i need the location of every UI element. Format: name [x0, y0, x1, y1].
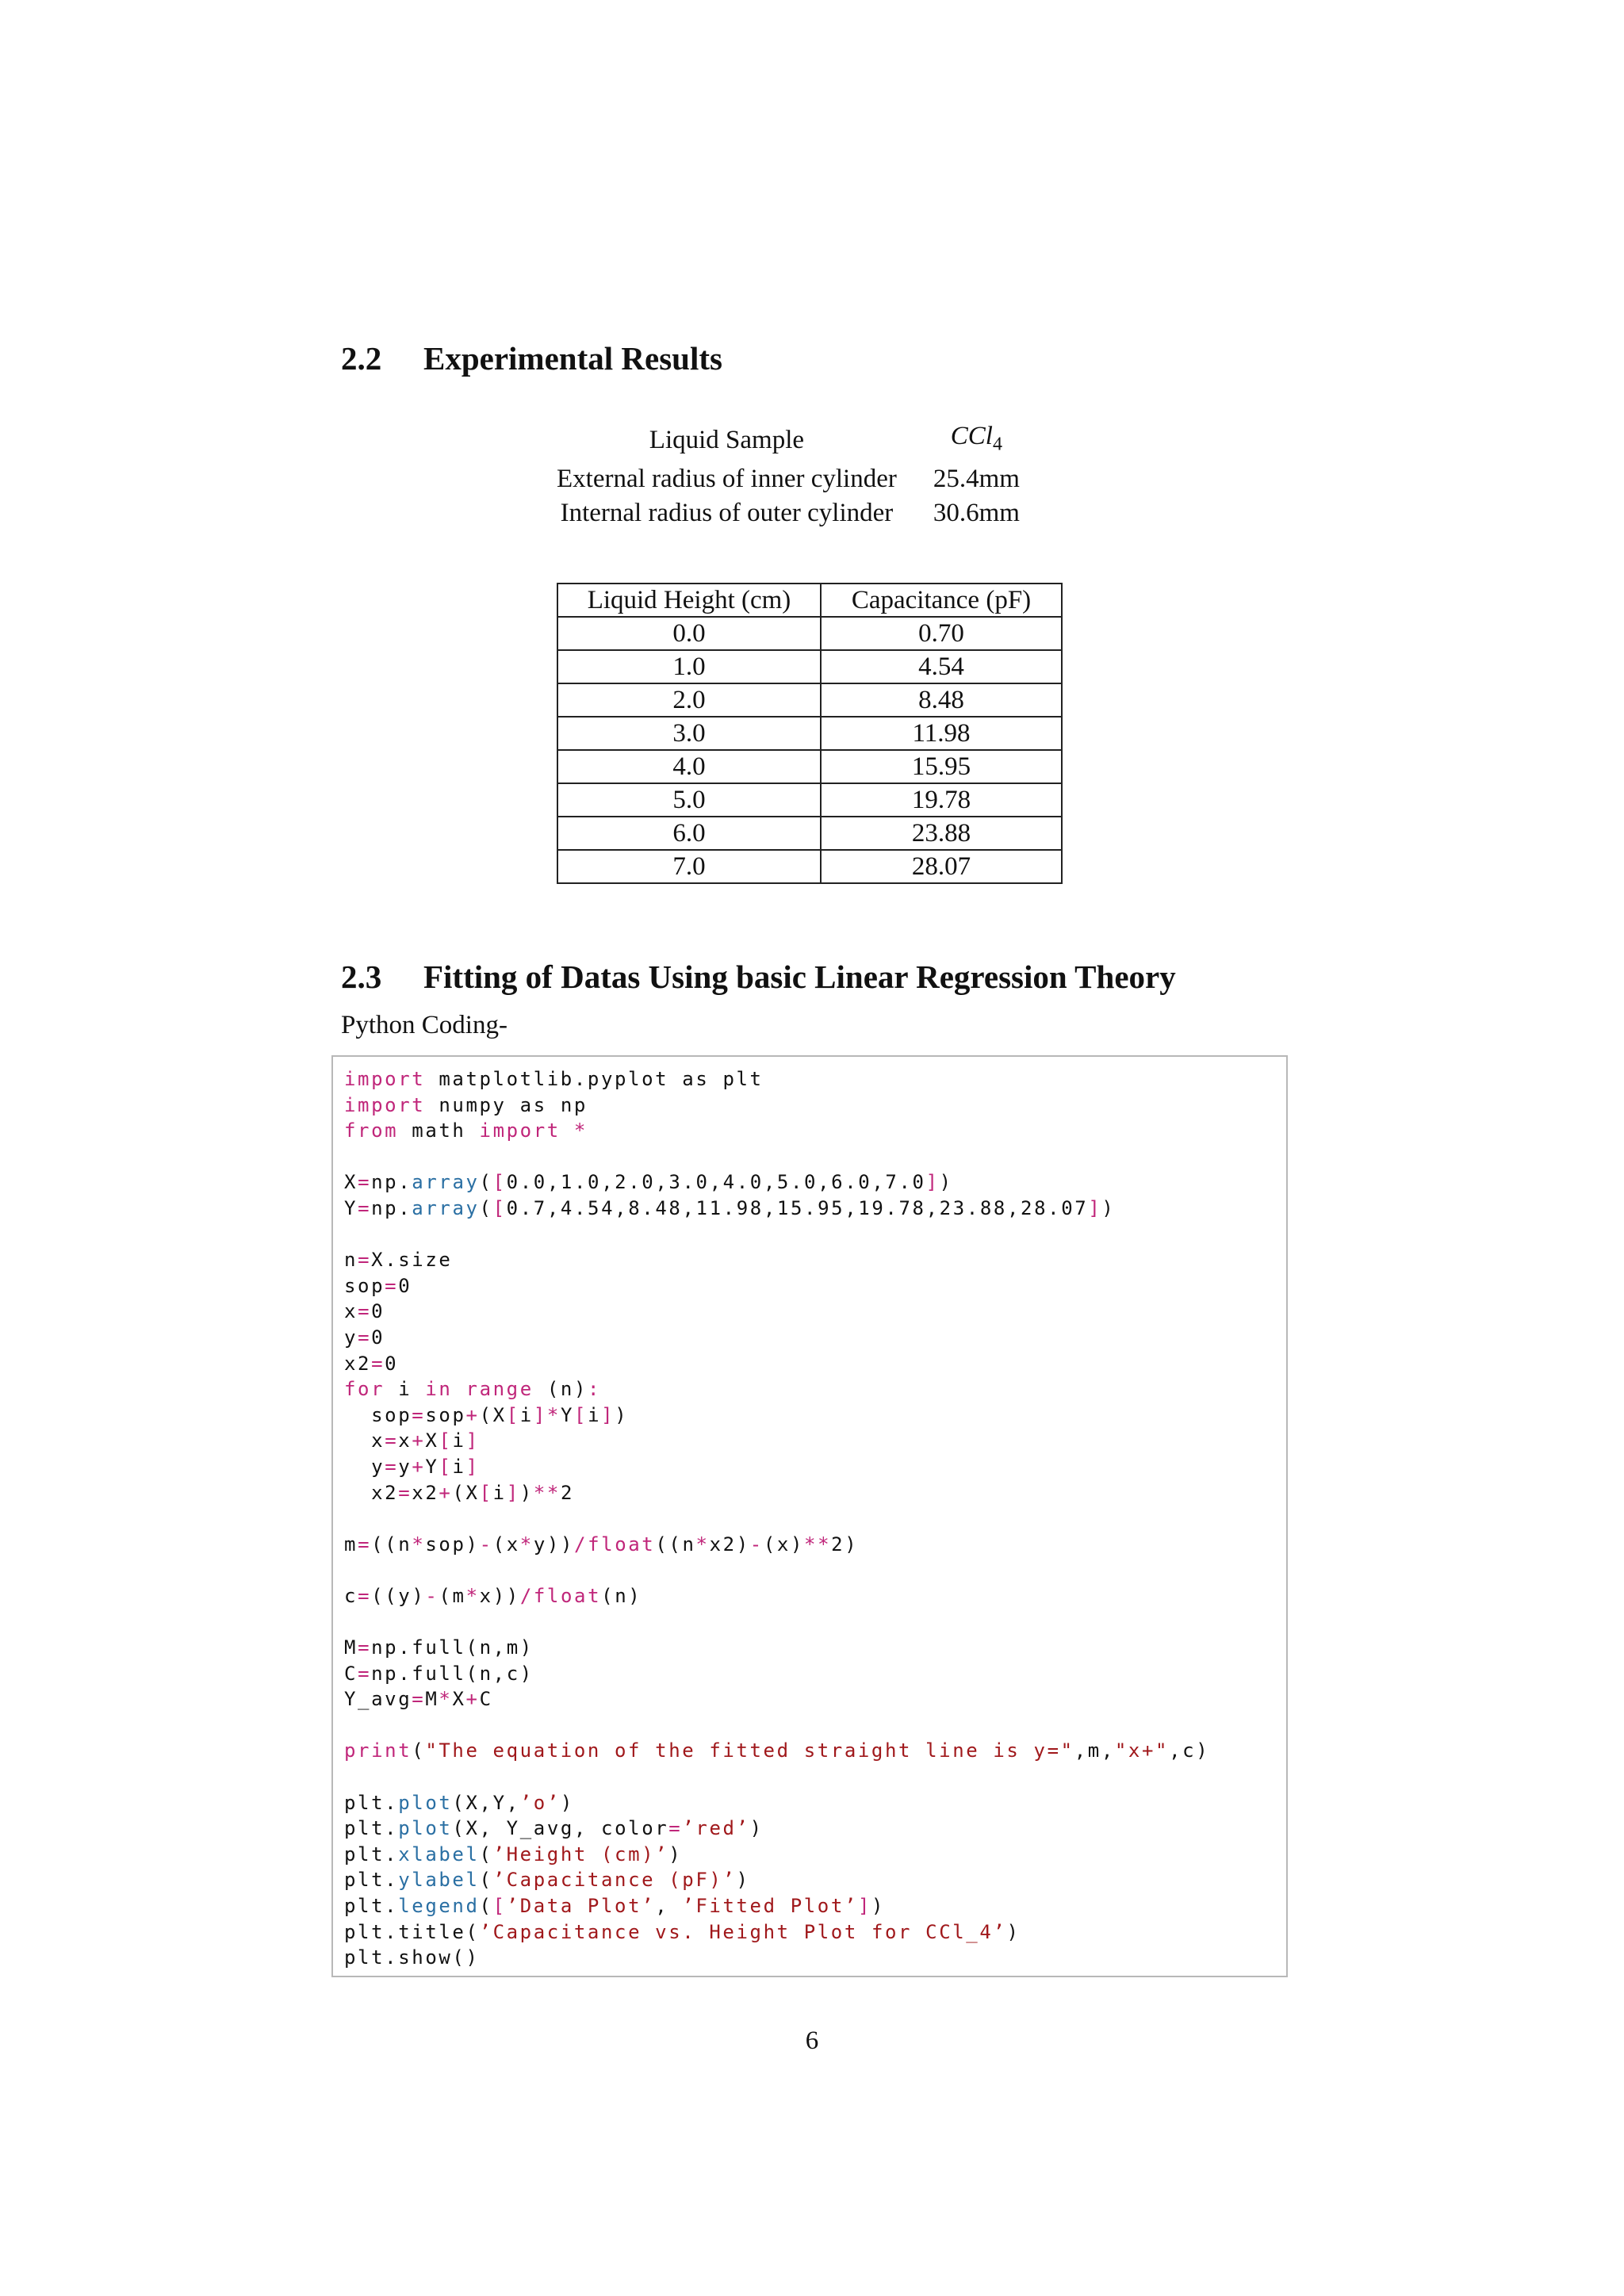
code-string: ’Data Plot’: [506, 1895, 656, 1917]
code-operator: [: [492, 1196, 507, 1219]
capacitance-cell: 23.88: [821, 817, 1062, 850]
formula-subscript: 4: [992, 434, 1002, 455]
code-line: M=np.full(n,m): [344, 1636, 534, 1659]
code-line: x2=0: [344, 1352, 399, 1375]
code-string: ’red’: [682, 1817, 750, 1840]
code-line: from math import *: [344, 1119, 588, 1142]
python-coding-intro: Python Coding-: [341, 1011, 508, 1039]
code-operator: =: [358, 1249, 372, 1272]
code-keyword: from: [344, 1119, 399, 1142]
code-operator: [: [506, 1403, 520, 1426]
code-line: x=0: [344, 1300, 385, 1323]
code-operator: =: [412, 1688, 426, 1711]
code-line: C=np.full(n,c): [344, 1662, 534, 1685]
property-label: Liquid Sample: [649, 426, 805, 455]
code-function: plot: [398, 1791, 453, 1814]
code-line: plt.plot(X, Y_avg, color=’red’): [344, 1817, 764, 1840]
section-title: Experimental Results: [423, 340, 722, 377]
height-cell: 7.0: [557, 850, 821, 883]
code-operator: ]: [533, 1403, 547, 1426]
property-row: [549, 497, 1028, 530]
code-keyword: print: [344, 1739, 412, 1762]
height-cell: 5.0: [557, 783, 821, 817]
property-label: External radius of inner cylinder: [557, 464, 897, 493]
code-operator: *: [412, 1533, 426, 1556]
code-line: n=X.size: [344, 1249, 453, 1272]
code-operator: *: [573, 1119, 588, 1142]
code-line: plt.legend([’Data Plot’, ’Fitted Plot’]): [344, 1895, 886, 1917]
code-operator: =: [385, 1429, 399, 1452]
code-line: c=((y)-(m*x))/float(n): [344, 1584, 642, 1607]
code-keyword: float: [588, 1533, 656, 1556]
code-operator: =: [358, 1171, 372, 1194]
code-operator: =: [398, 1481, 412, 1504]
code-operator: *: [465, 1584, 480, 1607]
code-operator: =: [371, 1352, 385, 1375]
code-keyword: float: [533, 1584, 602, 1607]
height-cell: 0.0: [557, 617, 821, 650]
code-operator: *: [439, 1688, 453, 1711]
capacitance-cell: 28.07: [821, 850, 1062, 883]
code-string: "x+": [1114, 1739, 1170, 1762]
python-code: [344, 1066, 1209, 1971]
code-operator: [: [439, 1429, 453, 1452]
code-operator: /: [519, 1584, 534, 1607]
code-operator: +: [412, 1429, 426, 1452]
code-keyword: in: [425, 1378, 453, 1401]
capacitance-cell: 4.54: [821, 650, 1062, 683]
column-header-capacitance: Capacitance (pF): [821, 584, 1062, 617]
height-cell: 6.0: [557, 817, 821, 850]
column-header-height: Liquid Height (cm): [557, 584, 821, 617]
code-operator: [: [492, 1895, 507, 1917]
property-value: [925, 420, 1028, 461]
code-keyword: for: [344, 1378, 385, 1401]
capacitance-cell: 19.78: [821, 783, 1062, 817]
code-operator: [: [492, 1171, 507, 1194]
code-string: ’Capacitance vs. Height Plot for CCl_4’: [479, 1920, 1007, 1943]
code-operator: =: [385, 1455, 399, 1478]
height-cell: 1.0: [557, 650, 821, 683]
code-line: m=((n*sop)-(x*y))/float((n*x2)-(x)**2): [344, 1533, 859, 1556]
code-line: import matplotlib.pyplot as plt: [344, 1068, 764, 1090]
code-function: ylabel: [398, 1869, 480, 1892]
code-operator: /: [574, 1533, 588, 1556]
property-value: 25.4mm: [933, 464, 1020, 493]
code-line: plt.xlabel(’Height (cm)’): [344, 1843, 683, 1866]
code-operator: =: [358, 1300, 372, 1323]
code-string: ’Fitted Plot’: [682, 1895, 858, 1917]
height-cell: 4.0: [557, 750, 821, 783]
table-row: [557, 650, 1062, 683]
property-label: Internal radius of outer cylinder: [560, 498, 894, 527]
code-operator: ]: [857, 1895, 872, 1917]
sample-properties-table: [547, 419, 1029, 531]
code-operator: =: [412, 1403, 426, 1426]
table-row: [557, 617, 1062, 650]
code-function: xlabel: [398, 1843, 480, 1866]
table-row: [557, 783, 1062, 817]
code-line: plt.show(): [344, 1946, 480, 1969]
table-row: [557, 683, 1062, 717]
code-operator: ]: [506, 1481, 520, 1504]
code-operator: +: [412, 1455, 426, 1478]
section-heading-experimental-results: [341, 339, 722, 377]
capacitance-data-table: [557, 583, 1063, 884]
code-keyword: import: [344, 1068, 426, 1090]
table-header-row: [557, 584, 1062, 617]
property-row: [549, 463, 1028, 496]
code-operator: [: [574, 1403, 588, 1426]
height-cell: 2.0: [557, 683, 821, 717]
code-operator: ]: [1088, 1196, 1102, 1219]
code-operator: *: [519, 1533, 534, 1556]
code-operator: =: [668, 1817, 683, 1840]
height-cell: 3.0: [557, 717, 821, 750]
code-operator: +: [465, 1403, 480, 1426]
code-line: for i in range (n):: [344, 1378, 602, 1401]
code-line: sop=sop+(X[i]*Y[i]): [371, 1403, 629, 1426]
capacitance-cell: 8.48: [821, 683, 1062, 717]
code-operator: -: [479, 1533, 493, 1556]
page-number: 6: [805, 2026, 819, 2055]
code-operator: =: [358, 1662, 372, 1685]
section-title: Fitting of Datas Using basic Linear Regression Theory: [423, 959, 1176, 995]
code-line: Y=np.array([0.7,4.54,8.48,11.98,15.95,19.78,23.88,28.07]): [344, 1196, 1116, 1219]
code-line: x2=x2+(X[i])**2: [371, 1481, 575, 1504]
code-operator: **: [804, 1533, 832, 1556]
code-operator: -: [749, 1533, 764, 1556]
code-operator: +: [465, 1688, 480, 1711]
code-keyword: range: [465, 1378, 534, 1401]
code-operator: -: [425, 1584, 439, 1607]
section-number: 2.3: [341, 959, 382, 995]
code-function: plot: [398, 1817, 453, 1840]
code-function: legend: [398, 1895, 480, 1917]
code-operator: ]: [601, 1403, 615, 1426]
code-operator: =: [358, 1584, 372, 1607]
code-string: "The equation of the fitted straight line is y=": [425, 1739, 1074, 1762]
code-operator: [: [479, 1481, 493, 1504]
capacitance-cell: 0.70: [821, 617, 1062, 650]
code-string: ’Height (cm)’: [492, 1843, 669, 1866]
code-listing: [331, 1055, 1288, 1977]
code-line: plt.title(’Capacitance vs. Height Plot for CCl_4’): [344, 1920, 1021, 1943]
code-operator: =: [358, 1533, 372, 1556]
code-line: Y_avg=M*X+C: [344, 1688, 493, 1711]
code-keyword: import: [479, 1119, 561, 1142]
code-keyword: import: [344, 1093, 426, 1116]
code-operator: +: [439, 1481, 453, 1504]
code-operator: ]: [465, 1429, 480, 1452]
section-number: 2.2: [341, 340, 382, 377]
code-operator: [: [439, 1455, 453, 1478]
code-operator: ]: [465, 1455, 480, 1478]
code-line: x=x+X[i]: [371, 1429, 480, 1452]
code-line: print("The equation of the fitted straight line is y=",m,"x+",c): [344, 1739, 1210, 1762]
code-operator: =: [358, 1196, 372, 1219]
code-operator: **: [533, 1481, 561, 1504]
table-row: [557, 850, 1062, 883]
code-line: import numpy as np: [344, 1093, 588, 1116]
code-line: sop=0: [344, 1274, 412, 1297]
code-string: ’Capacitance (pF)’: [492, 1869, 737, 1892]
code-operator: *: [695, 1533, 710, 1556]
code-operator: =: [358, 1636, 372, 1659]
code-string: ’o’: [519, 1791, 561, 1814]
code-operator: =: [358, 1326, 372, 1349]
table-row: [557, 717, 1062, 750]
code-operator: *: [546, 1403, 561, 1426]
code-line: X=np.array([0.0,1.0,2.0,3.0,4.0,5.0,6.0,7.0]): [344, 1171, 953, 1194]
section-heading-linear-regression: [341, 958, 1176, 996]
code-line: plt.plot(X,Y,’o’): [344, 1791, 574, 1814]
code-function: array: [412, 1171, 480, 1194]
property-row: [549, 420, 1028, 461]
property-value: 30.6mm: [933, 498, 1020, 527]
code-operator: =: [385, 1274, 399, 1297]
code-line: y=0: [344, 1326, 385, 1349]
code-function: array: [412, 1196, 480, 1219]
table-row: [557, 817, 1062, 850]
code-line: y=y+Y[i]: [371, 1455, 480, 1478]
capacitance-cell: 15.95: [821, 750, 1062, 783]
code-operator: :: [588, 1378, 602, 1401]
table-row: [557, 750, 1062, 783]
code-line: plt.ylabel(’Capacitance (pF)’): [344, 1869, 750, 1892]
code-operator: ]: [925, 1171, 940, 1194]
capacitance-cell: 11.98: [821, 717, 1062, 750]
formula-text: CCl: [950, 422, 993, 450]
